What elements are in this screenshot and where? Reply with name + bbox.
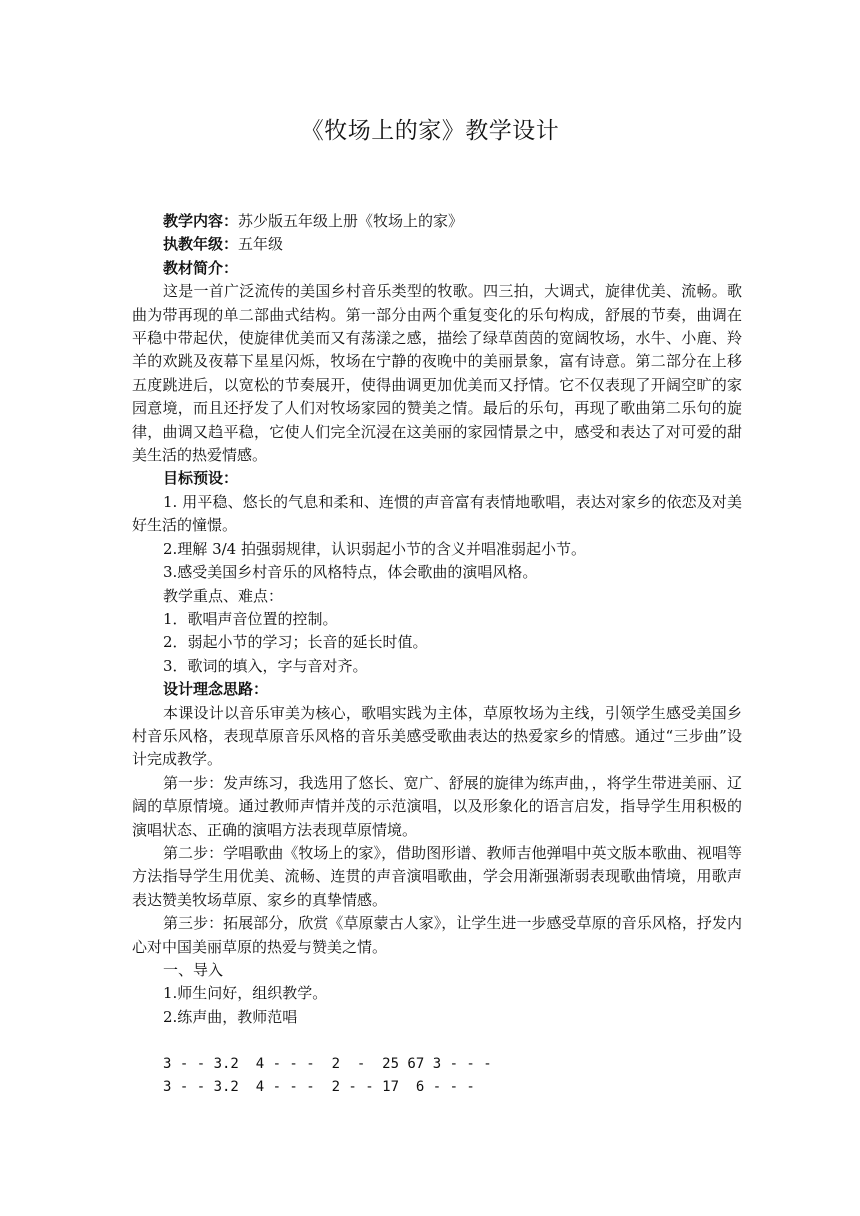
design-paragraph: 第三步：拓展部分，欣赏《草原蒙古人家》，让学生进一步感受草原的音乐风格，抒发内心对中国美丽草原的热爱与赞美之情。 (132, 914, 742, 956)
goal-item: 1. 用平稳、悠长的气息和柔和、连惯的声音富有表情地歌唱，表达对家乡的依恋及对美好生活的憧憬。 (132, 492, 742, 535)
intro-paragraph: 这是一首广泛流传的美国乡村音乐类型的牧歌。四三拍，大调式，旋律优美、流畅。歌曲为带再现的单二部曲式结构。第一部分由两个重复变化的乐句构成，舒展的节奏，曲调在平稳中带起伏，使旋律优美而又有荡漾之感，描绘了绿草茵茵的宽阔牧场，水牛、小鹿、羚羊的欢跳及夜幕下星星闪烁，牧场在宁静的夜晚中的美丽景象，富有诗意。第二部分在上移五度跳进后，以宽松的节奏展开，使得曲调更加优美而又抒情。它不仅表现了开阔空旷的家园意境，而且还抒发了人们对牧场家园的赞美之情。最后的乐句，再现了歌曲第二乐句的旋律，曲调又趋平稳，它使人们完全沉浸在这美丽的家园情景之中，感受和表达了对可爱的甜美生活的热爱情感。 (132, 282, 742, 465)
goal-item: 2.理解 3/4 拍强弱规律，认识弱起小节的含义并唱准弱起小节。 (163, 539, 586, 558)
design-label: 设计理念思路： (163, 680, 269, 699)
intro-heading-line (132, 257, 742, 280)
design-paragraph: 第二步：学唱歌曲《牧场上的家》，借助图形谱、教师吉他弹唱中英文版本歌曲、视唱等方法指导学生用优美、流畅、连贯的声音演唱歌曲，学会用渐强渐弱表现歌曲情境，用歌声表达赞美牧场草原、家乡的真挚情感。 (132, 843, 742, 909)
teaching-content-label: 教学内容： (163, 212, 239, 230)
section-item: 2.练声曲，教师范唱 (163, 1007, 298, 1026)
teaching-content-value: 苏少版五年级上册《牧场上的家》 (238, 212, 464, 230)
section-item: 1.师生问好，组织教学。 (163, 984, 328, 1003)
key-points-heading: 教学重点、难点： (163, 586, 284, 605)
grade-label: 执教年级： (163, 235, 239, 254)
design-paragraph: 本课设计以音乐审美为核心，歌唱实践为主体，草原牧场为主线，引领学生感受美国乡村音乐风格，表现草原音乐风格的音乐美感受歌曲表达的热爱家乡的情感。通过“三步曲”设计完成教学。 (132, 703, 742, 769)
notation-line: 3 - - 3.2 4 - - - 2 - 25 67 3 - - - (163, 1055, 492, 1072)
key-point-item: 1．歌唱声音位置的控制。 (163, 609, 338, 628)
key-point-item: 2．弱起小节的学习；长音的延长时值。 (163, 633, 428, 652)
blank-line (132, 1029, 742, 1052)
grade-value: 五年级 (238, 235, 284, 254)
teaching-content-line (132, 210, 742, 233)
document-title: 《牧场上的家》教学设计 (300, 118, 560, 144)
intro-label: 教材简介： (163, 258, 239, 277)
goals-label: 目标预设： (163, 469, 239, 488)
notation-line: 3 - - 3.2 4 - - - 2 - - 17 6 - - - (163, 1079, 475, 1096)
goals-heading-line (132, 467, 742, 490)
design-paragraph: 第一步：发声练习，我选用了悠长、宽广、舒展的旋律为练声曲，，将学生带进美丽、辽阔的草原情境。通过教师声情并茂的示范演唱，以及形象化的语言启发，指导学生用积极的演唱状态、正确的演唱方法表现草原情境。 (132, 773, 742, 839)
section-heading: 一、导入 (163, 961, 224, 979)
key-point-item: 3．歌词的填入，字与音对齐。 (163, 656, 368, 675)
design-heading-line (132, 678, 742, 701)
goal-item: 3.感受美国乡村音乐的风格特点，体会歌曲的演唱风格。 (163, 563, 538, 582)
grade-line (132, 233, 742, 256)
document-body (132, 210, 742, 1099)
